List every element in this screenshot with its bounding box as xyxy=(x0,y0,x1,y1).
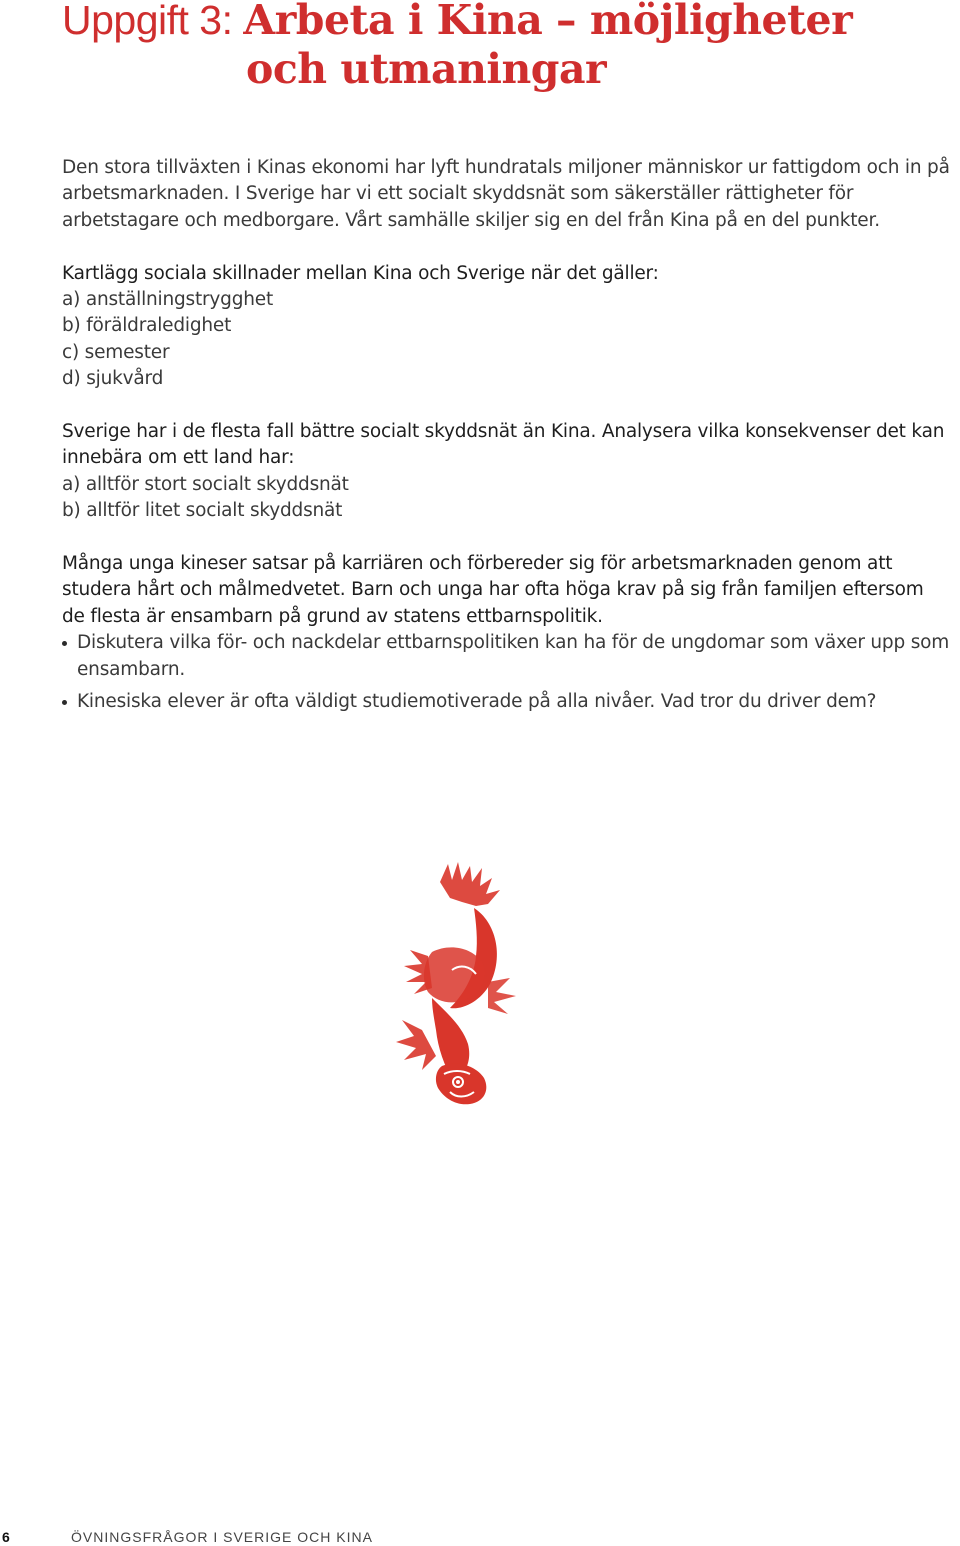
bullet-dot xyxy=(62,700,67,705)
main-content xyxy=(62,155,952,721)
list-item: b) alltför litet socialt skyddsnät xyxy=(62,500,343,522)
task3-bullets xyxy=(62,630,952,715)
bullet-item xyxy=(62,689,952,715)
bullet-item xyxy=(62,630,952,683)
footer-section-label: ÖVNINGSFRÅGOR I SVERIGE OCH KINA xyxy=(71,1529,373,1545)
page-title xyxy=(62,0,852,94)
page-footer xyxy=(0,1528,960,1546)
list-item: b) föräldraledighet xyxy=(62,315,232,337)
task1-lead: Kartlägg sociala skillnader mellan Kina och Sverige när det gäller: xyxy=(62,262,659,284)
title-prefix: Uppgift 3: xyxy=(62,0,244,43)
task2-lead: Sverige har i de flesta fall bättre socialt skyddsnät än Kina. Analysera vilka konsekvenser det kan innebära om ett land har: xyxy=(62,421,945,469)
intro-paragraph: Den stora tillväxten i Kinas ekonomi har lyft hundratals miljoner människor ur fattigdom och in på arbetsmarknaden. I Sverige har vi ett socialt skyddsnät som säkerställer rättigheter för arbetstagare och medborgare. Vårt samhälle skiljer sig en del från Kina på en del punkter. xyxy=(62,157,950,231)
task1-list xyxy=(62,287,952,393)
list-item: d) sjukvård xyxy=(62,368,164,390)
title-line-1: Arbeta i Kina – möjligheter xyxy=(243,0,853,44)
koi-fish-icon xyxy=(392,860,532,1110)
bullet-text: Kinesiska elever är ofta väldigt studiemotiverade på alla nivåer. Vad tror du driver dem? xyxy=(77,691,877,713)
list-item: c) semester xyxy=(62,341,170,363)
list-item: a) anställningstrygghet xyxy=(62,289,274,311)
page-number: 6 xyxy=(2,1529,10,1545)
list-item: a) alltför stort socialt skyddsnät xyxy=(62,473,349,495)
bullet-dot xyxy=(62,641,67,646)
task3-lead: Många unga kineser satsar på karriären och förbereder sig för arbetsmarknaden genom att studera hårt och målmedvetet. Barn och unga har ofta höga krav på sig från familjen eftersom de flesta är ensambarn på grund av statens ettbarnspolitik. xyxy=(62,553,924,627)
task2-list xyxy=(62,472,952,525)
title-line-2: och utmaningar xyxy=(246,45,607,93)
bullet-text: Diskutera vilka för- och nackdelar ettbarnspolitiken kan ha för de ungdomar som växer upp som ensambarn. xyxy=(77,632,950,680)
